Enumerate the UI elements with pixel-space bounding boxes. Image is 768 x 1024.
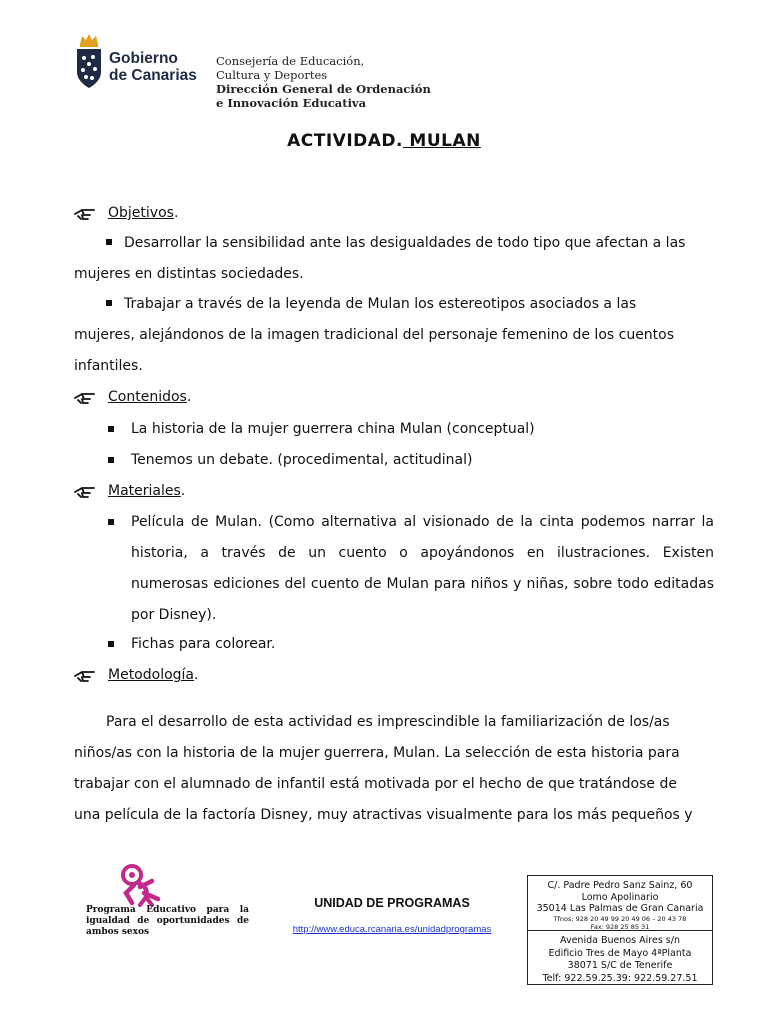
address-line: Lomo Apolinario	[581, 891, 659, 903]
pointing-hand-icon	[74, 206, 96, 220]
title-main: MULAN	[403, 131, 481, 151]
unidad-label: UNIDAD DE PROGRAMAS	[314, 896, 470, 910]
objetivo-paragraph-2	[74, 289, 714, 382]
objetivo-paragraph-1	[74, 228, 714, 290]
logo-line-2: de Canarias	[109, 67, 197, 84]
program-text: Programa Educativo para la igualdad de oportunidades de ambos sexos	[86, 905, 249, 937]
heading-text: Contenidos	[108, 389, 187, 405]
paragraph-line: una película de la factoría Disney, muy atractivas visualmente para los más pequeños y	[74, 807, 693, 823]
page-title	[0, 131, 768, 151]
list-item-text: Tenemos un debate. (procedimental, actitudinal)	[131, 452, 473, 468]
list-item	[108, 507, 714, 631]
address-tenerife	[527, 935, 713, 985]
heading-text: Materiales	[108, 483, 181, 499]
department-block	[216, 54, 431, 110]
paragraph-line: niños/as con la historia de la mujer guerrera, Mulan. La selección de esta historia para	[74, 745, 680, 761]
list-item-text: Película de Mulan. (Como alternativa al visionado de la cinta podemos narrar la historia, a través de un cuento o apoyándonos en ilustraciones. Existen numerosas ediciones del cuento de Mulan para niños y niñas, sobre todo editadas por Disney).	[131, 514, 714, 623]
list-item	[108, 445, 714, 476]
list-item-text: Fichas para colorear.	[131, 636, 276, 652]
dept-line-3: Dirección General de Ordenación	[216, 82, 431, 96]
logo-text	[109, 50, 197, 84]
heading-text: Metodología	[108, 667, 195, 683]
dept-line-2: Cultura y Deportes	[216, 68, 328, 82]
phone-line: Tfnos: 928 20 49 99 20 49 06 – 20 43 78	[553, 914, 687, 923]
paragraph-line: Trabajar a través de la leyenda de Mulan los estereotipos asociados a las	[124, 296, 637, 312]
list-item	[108, 414, 714, 445]
paragraph-line: mujeres en distintas sociedades.	[74, 266, 304, 282]
section-heading-contenidos	[74, 386, 191, 408]
title-prefix: ACTIVIDAD.	[287, 131, 403, 151]
address-line: Edificio Tres de Mayo 4ªPlanta	[548, 947, 692, 959]
pointing-hand-icon	[74, 390, 96, 404]
heading-period: .	[186, 389, 192, 405]
program-link[interactable]: http://www.educa.rcanaria.es/unidadprogramas	[292, 924, 492, 935]
phone-line: Telf: 922.59.25.39: 922.59.27.51	[542, 972, 698, 984]
square-bullet-icon	[106, 239, 112, 245]
address-line: 38071 S/C de Tenerife	[567, 960, 673, 971]
square-bullet-icon	[108, 519, 114, 525]
address-las-palmas	[527, 880, 713, 931]
paragraph-line: mujeres, alejándonos de la imagen tradicional del personaje femenino de los cuentos	[74, 327, 675, 343]
metodologia-paragraph	[74, 707, 714, 831]
address-divider	[527, 930, 713, 931]
heading-period: .	[194, 667, 199, 683]
dept-line-4: e Innovación Educativa	[216, 96, 367, 110]
logo-line-1: Gobierno	[109, 50, 178, 67]
fax-line: Fax: 928 25 85 31	[590, 922, 650, 931]
section-heading-metodologia	[74, 664, 198, 686]
paragraph-line: infantiles.	[74, 358, 143, 374]
canarias-emblem-icon	[74, 32, 104, 90]
square-bullet-icon	[108, 641, 114, 647]
pointing-hand-icon	[74, 484, 96, 498]
heading-text: Objetivos	[108, 205, 174, 221]
address-line: 35014 Las Palmas de Gran Canaria	[536, 903, 704, 914]
heading-period: .	[173, 205, 179, 221]
paragraph-line: Para el desarrollo de esta actividad es imprescindible la familiarización de los/as	[106, 714, 670, 730]
list-item-text: La historia de la mujer guerrera china Mulan (conceptual)	[131, 421, 535, 437]
section-heading-materiales	[74, 480, 185, 502]
paragraph-line: Desarrollar la sensibilidad ante las desigualdades de todo tipo que afectan a las	[124, 235, 686, 251]
paragraph-line: trabajar con el alumnado de infantil está motivada por el hecho de que tratándose de	[74, 776, 677, 792]
dept-line-1: Consejería de Educación,	[216, 54, 365, 68]
square-bullet-icon	[108, 457, 114, 463]
heading-period: .	[180, 483, 186, 499]
mascot-logo-icon	[118, 863, 170, 909]
list-item	[108, 629, 714, 660]
square-bullet-icon	[106, 300, 112, 306]
pointing-hand-icon	[74, 668, 96, 682]
square-bullet-icon	[108, 426, 114, 432]
address-line: C/. Padre Pedro Sanz Sainz, 60	[547, 880, 693, 891]
address-line: Avenida Buenos Aires s/n	[560, 935, 680, 946]
section-heading-objetivos	[74, 202, 178, 224]
